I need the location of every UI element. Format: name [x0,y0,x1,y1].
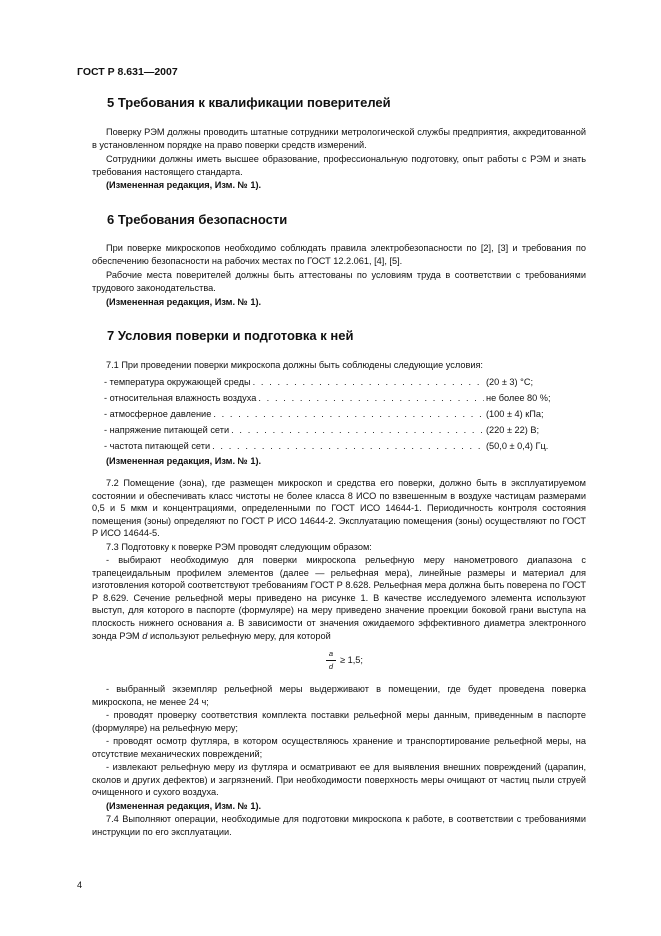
section-6-paragraph-2: Рабочие места поверителей должны быть аттестованы по условиям труда в соответствии с требованиями трудового законодательства. [92,270,586,293]
condition-value: (100 ± 4) кПа; [486,409,544,419]
text-run: . В зависимости от значения ожидаемого эффективного диаметра электронного зонда РЭМ [92,617,586,641]
formula-inequality: ≥ 1,5; [340,655,363,665]
document-id-header: ГОСТ Р 8.631—2007 [77,66,178,78]
paragraph-7-4: 7.4 Выполняют операции, необходимые для подготовки микроскопа к работе, в соответствии с требованиями инструкции по его эксплуатации. [92,814,586,837]
section-6-amendment-note: (Измененная редакция, Изм. № 1). [106,297,262,307]
formula-numerator: a [328,649,334,658]
paragraph-7-2: 7.2 Помещение (зона), где размещен микроскоп и средства его поверки, должно быть в эксплуатируемом состоянии и обеспечивать класс чистоты не более класса 8 ИСО по взвешенным в воздухе частицам размерами 0,5 и 5 мкм и концентрациями, определенными по ГОСТ ИСО 14644-1. Периодичность контроля состояния помещения (зоны) определяют по ГОСТ Р ИСО 14644-2. Эксплуатацию помещения (зоны) осуществляют по ГОСТ Р ИСО 14644-5. [92,478,586,539]
section-5-amendment-note: (Измененная редакция, Изм. № 1). [106,180,262,190]
condition-label: - температура окружающей среды [104,377,251,387]
section-7-title: 7 Условия поверки и подготовка к ней [107,328,354,343]
section-5-paragraph-1: Поверку РЭМ должны проводить штатные сотрудники метрологической службы предприятия, аккредитованной в установленном порядке на право поверки средств измерений. [92,127,586,150]
condition-value: (50,0 ± 0,4) Гц. [486,441,549,451]
paragraph-7-3: 7.3 Подготовку к поверке РЭМ проводят следующим образом: [106,542,372,552]
condition-value: (220 ± 22) В; [486,425,540,435]
text-run: используют рельефную меру, для которой [147,630,331,641]
section-7-3-amendment-note: (Измененная редакция, Изм. № 1). [106,801,262,811]
paragraph-7-1: 7.1 При проведении поверки микроскопа должны быть соблюдены следующие условия: [106,360,483,370]
condition-humidity [104,392,584,405]
formula-fraction [326,649,336,672]
condition-value: не более 80 %; [486,393,551,403]
section-6-title: 6 Требования безопасности [107,212,288,227]
leader-dots [258,392,484,405]
condition-value: (20 ± 3) °С; [486,377,534,387]
paragraph-7-3-item-inspect-case: - проводят осмотр футляра, в котором осуществляюсь хранение и транспортирование рельефной меры, на отсутствие механических повреждений; [92,736,586,759]
section-5-paragraph-2: Сотрудники должны иметь высшее образование, профессиональную подготовку, опыт работы с РЭМ и знать требования настоящего стандарта. [92,154,586,177]
leader-dots [231,424,484,437]
condition-frequency [104,440,584,453]
page-number: 4 [77,880,83,890]
paragraph-7-3-item-conditioning: - выбранный экземпляр рельефной меры выдерживают в помещении, где будет проведена поверка микроскопа, не менее 24 ч; [92,684,586,707]
condition-voltage [104,424,584,437]
section-6-paragraph-1: При поверке микроскопов необходимо соблюдать правила электробезопасности по [2], [3] и требования по обеспечению безопасности на рабочих местах по ГОСТ 12.2.061, [4], [5]. [92,243,586,266]
fraction-bar [326,660,336,661]
leader-dots [253,376,484,389]
section-7-1-amendment-note: (Измененная редакция, Изм. № 1). [106,456,262,466]
condition-label: - напряжение питающей сети [104,425,230,435]
variable-d: d [142,630,148,641]
text-run: - выбирают необходимую для поверки микроскопа рельефную меру нанометрового диапазона с трапецеидальным профилем элементов (далее — рельефная мера), линейные размеры и материал для изготовления которой соответствуют требованиям ГОСТ Р 8.628. Рельефная мера должна быть поверена по ГОСТ Р 8.629. Сечение рельефной меры приведено на рисунке 1. В качестве исследуемого элемента используют выступ, для которого в паспорте (формуляре) на меру приведено значение проекции боковой грани выступа на плоскость нижнего основания [92,555,586,628]
leader-dots [212,440,484,453]
leader-dots [213,408,484,421]
condition-temperature [104,376,584,389]
paragraph-7-3-item-clean-measure: - извлекают рельефную меру из футляра и осматривают ее для выявления внешних повреждений (царапин, сколов и других дефектов) и загрязнений. При необходимости поверхность меры очищают от частиц пыли струей очищенного и сухого воздуха. [92,762,586,798]
condition-pressure [104,408,584,421]
condition-label: - атмосферное давление [104,409,212,419]
paragraph-7-3-item-check-kit: - проводят проверку соответствия комплекта поставки рельефной меры данным, приведенным в паспорте (формуляре) на рельефную меру; [92,710,586,733]
paragraph-7-3-item-select-measure [92,554,586,642]
section-5-title: 5 Требования к квалификации поверителей [107,95,391,110]
condition-label: - относительная влажность воздуха [104,393,257,403]
condition-label: - частота питающей сети [104,441,211,451]
formula-denominator: d [328,662,334,671]
variable-a: а [226,617,232,628]
